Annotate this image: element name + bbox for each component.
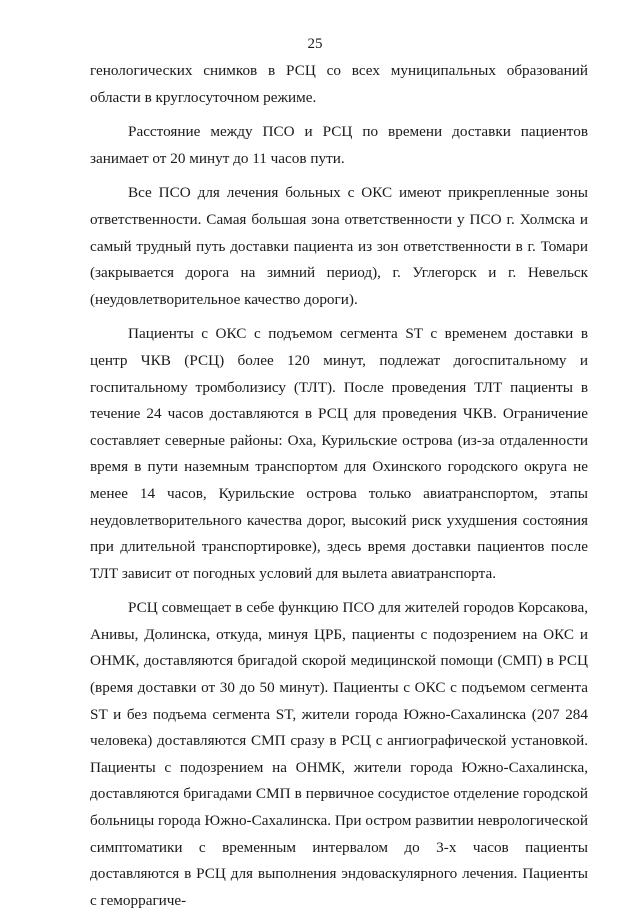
paragraph-1: генологических снимков в РСЦ со всех муниципальных образований области в круглосуточном режиме. xyxy=(90,62,588,106)
document-body xyxy=(90,58,588,914)
paragraph-2: Расстояние между ПСО и РСЦ по времени доставки пациентов занимает от 20 минут до 11 часов пути. xyxy=(90,123,588,167)
paragraph-5: РСЦ совмещает в себе функцию ПСО для жителей городов Корсакова, Анивы, Долинска, откуда, минуя ЦРБ, пациенты с подозрением на ОКС и ОНМК, доставляются бригадой скорой медицинской помощи (СМП) в РСЦ (время доставки от 30 до 50 минут). Пациенты с ОКС с подъемом сегмента ST и без подъема сегмента ST, жители города Южно-Сахалинска (207 284 человека) доставляются СМП сразу в РСЦ с ангиографической установкой. Пациенты с подозрением на ОНМК, жители города Южно-Сахалинска, доставляются бригадами СМП в первичное сосудистое отделение городской больницы города Южно-Сахалинска. При остром развитии неврологической симптоматики с временным интервалом до 3-х часов пациенты доставляются в РСЦ для выполнения эндоваскулярного лечения. Пациенты с геморрагиче- xyxy=(90,599,588,909)
page-number: 25 xyxy=(307,36,323,52)
paragraph-4: Пациенты с ОКС с подъемом сегмента ST с временем доставки в центр ЧКВ (РСЦ) более 120 минут, подлежат догоспитальному и госпитальному тромболизису (ТЛТ). После проведения ТЛТ пациенты в течение 24 часов доставляются в РСЦ для проведения ЧКВ. Ограничение составляет северные районы: Оха, Курильские острова (из-за отдаленности время в пути наземным транспортом для Охинского городского округа не менее 14 часов, Курильские острова только авиатранспортом, этапы неудовлетворительного качества дорог, высокий риск ухудшения состояния при длительной транспортировке), здесь время доставки пациентов после ТЛТ зависит от погодных условий для вылета авиатранспорта. xyxy=(90,325,588,582)
paragraph-3: Все ПСО для лечения больных с ОКС имеют прикрепленные зоны ответственности. Самая большая зона ответственности у ПСО г. Холмска и самый трудный путь доставки пациента из зон ответственности в г. Томари (закрывается дорога на зимний период), г. Углегорск и г. Невельск (неудовлетворительное качество дороги). xyxy=(90,184,588,308)
